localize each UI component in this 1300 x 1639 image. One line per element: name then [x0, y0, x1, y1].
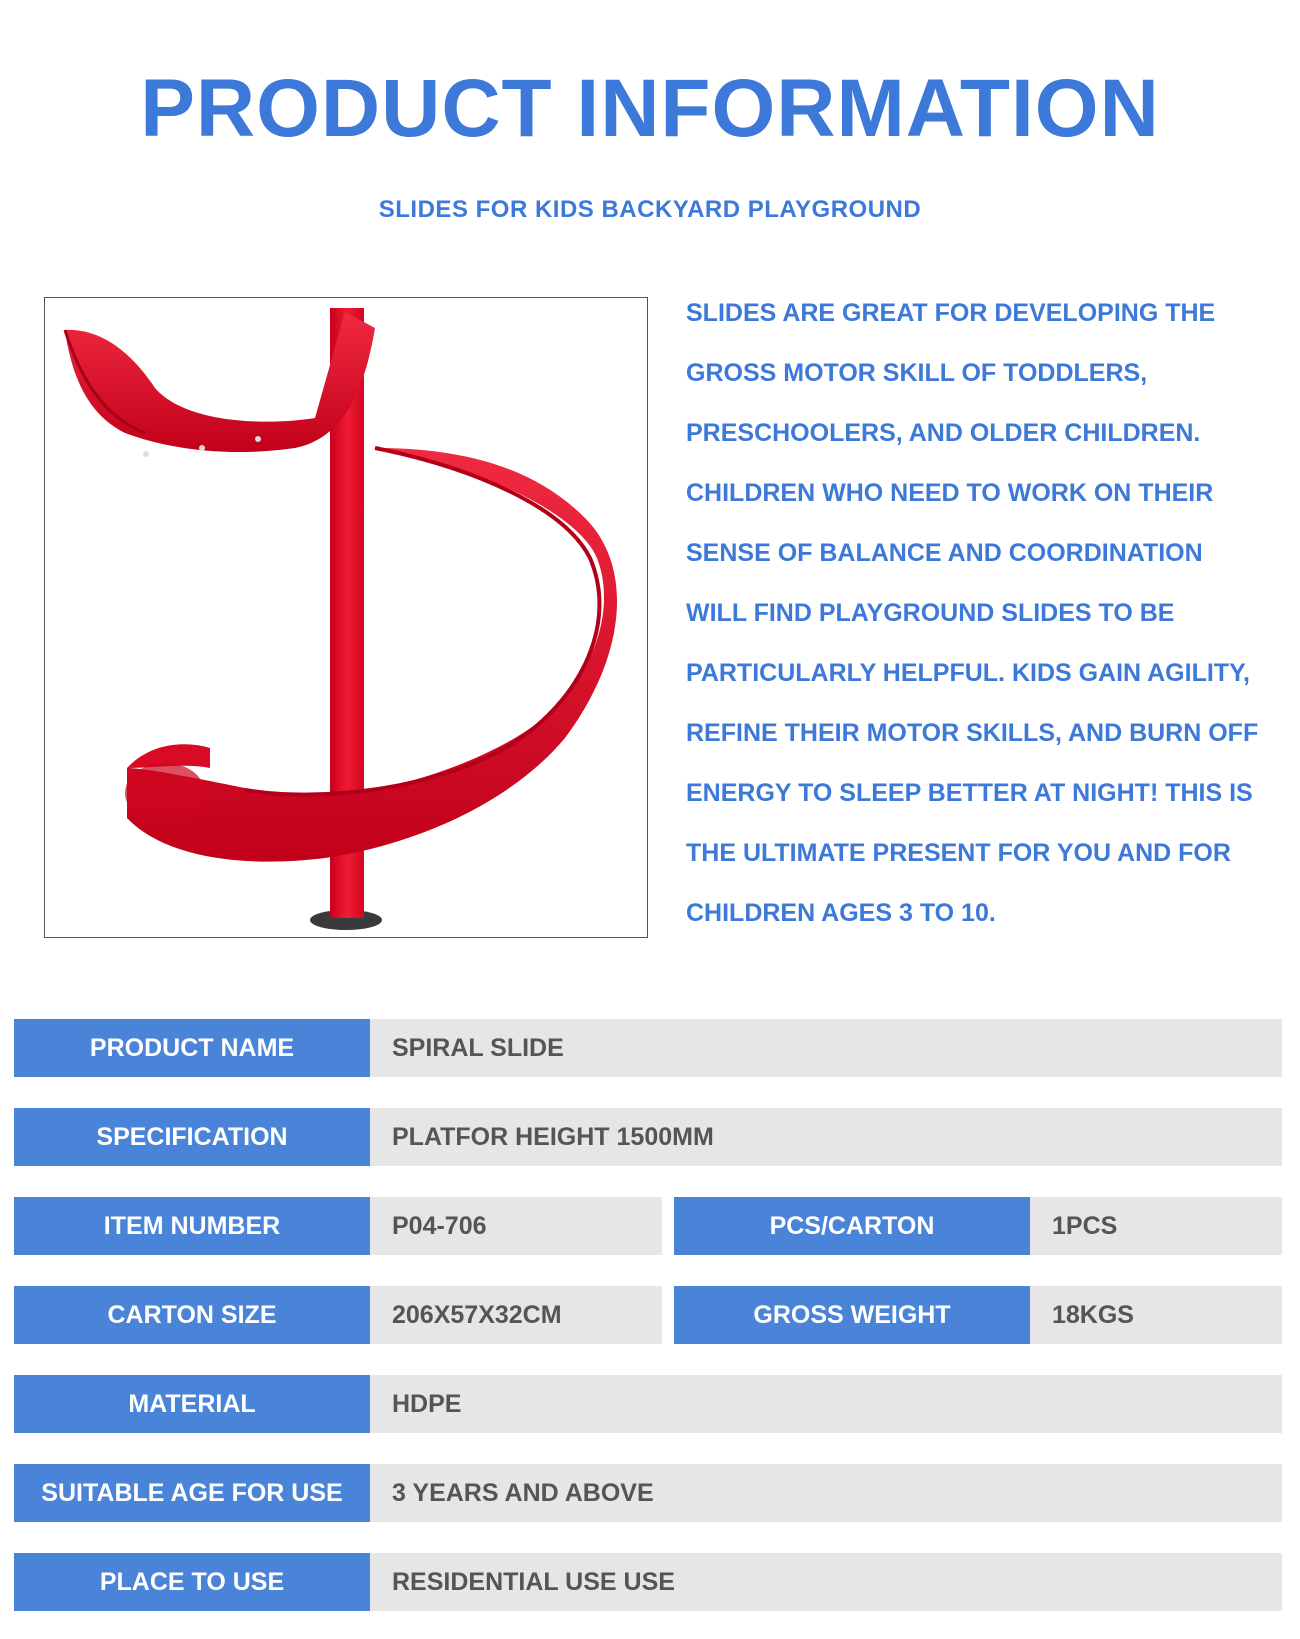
spec-label: PLACE TO USE — [14, 1553, 370, 1611]
spec-value: RESIDENTIAL USE USE — [370, 1553, 1282, 1611]
spec-row-specification — [14, 1108, 1282, 1166]
spec-row-carton-size — [14, 1286, 1282, 1344]
spec-label: GROSS WEIGHT — [674, 1286, 1030, 1344]
description-line: GROSS MOTOR SKILL OF TODDLERS, — [686, 359, 1148, 387]
spec-label: MATERIAL — [14, 1375, 370, 1433]
description-line: PRESCHOOLERS, AND OLDER CHILDREN. — [686, 419, 1201, 447]
description-line: CHILDREN AGES 3 TO 10. — [686, 899, 996, 927]
description-line: REFINE THEIR MOTOR SKILLS, AND BURN OFF — [686, 719, 1259, 747]
spec-value: HDPE — [370, 1375, 1282, 1433]
spec-value: 206X57X32CM — [370, 1286, 662, 1344]
spec-row-place-to-use — [14, 1553, 1282, 1611]
description-line: SLIDES ARE GREAT FOR DEVELOPING THE — [686, 299, 1216, 327]
spec-value: 1PCS — [1030, 1197, 1282, 1255]
spec-label: SUITABLE AGE FOR USE — [14, 1464, 370, 1522]
spec-row-suitable-age — [14, 1464, 1282, 1522]
product-image-spiral-slide — [44, 297, 648, 938]
description-line: CHILDREN WHO NEED TO WORK ON THEIR — [686, 479, 1214, 507]
spec-label: PCS/CARTON — [674, 1197, 1030, 1255]
spec-label: CARTON SIZE — [14, 1286, 370, 1344]
description-line: PARTICULARLY HELPFUL. KIDS GAIN AGILITY, — [686, 659, 1250, 687]
description-line: ENERGY TO SLEEP BETTER AT NIGHT! THIS IS — [686, 779, 1253, 807]
spec-label: ITEM NUMBER — [14, 1197, 370, 1255]
page-subtitle: SLIDES FOR KIDS BACKYARD PLAYGROUND — [378, 196, 922, 223]
spec-label: SPECIFICATION — [14, 1108, 370, 1166]
spec-value: PLATFOR HEIGHT 1500MM — [370, 1108, 1282, 1166]
description-line: SENSE OF BALANCE AND COORDINATION — [686, 539, 1203, 567]
product-description — [686, 294, 1286, 954]
spec-row-item-number — [14, 1197, 1282, 1255]
spec-value: P04-706 — [370, 1197, 662, 1255]
spec-label: PRODUCT NAME — [14, 1019, 370, 1077]
spec-value: 3 YEARS AND ABOVE — [370, 1464, 1282, 1522]
page-title: PRODUCT INFORMATION — [140, 63, 1160, 154]
spec-value: SPIRAL SLIDE — [370, 1019, 1282, 1077]
spec-row-material — [14, 1375, 1282, 1433]
description-line: THE ULTIMATE PRESENT FOR YOU AND FOR — [686, 839, 1231, 867]
description-line: WILL FIND PLAYGROUND SLIDES TO BE — [686, 599, 1175, 627]
spec-row-product-name — [14, 1019, 1282, 1077]
spec-value: 18KGS — [1030, 1286, 1282, 1344]
spiral-slide-illustration — [45, 298, 648, 938]
